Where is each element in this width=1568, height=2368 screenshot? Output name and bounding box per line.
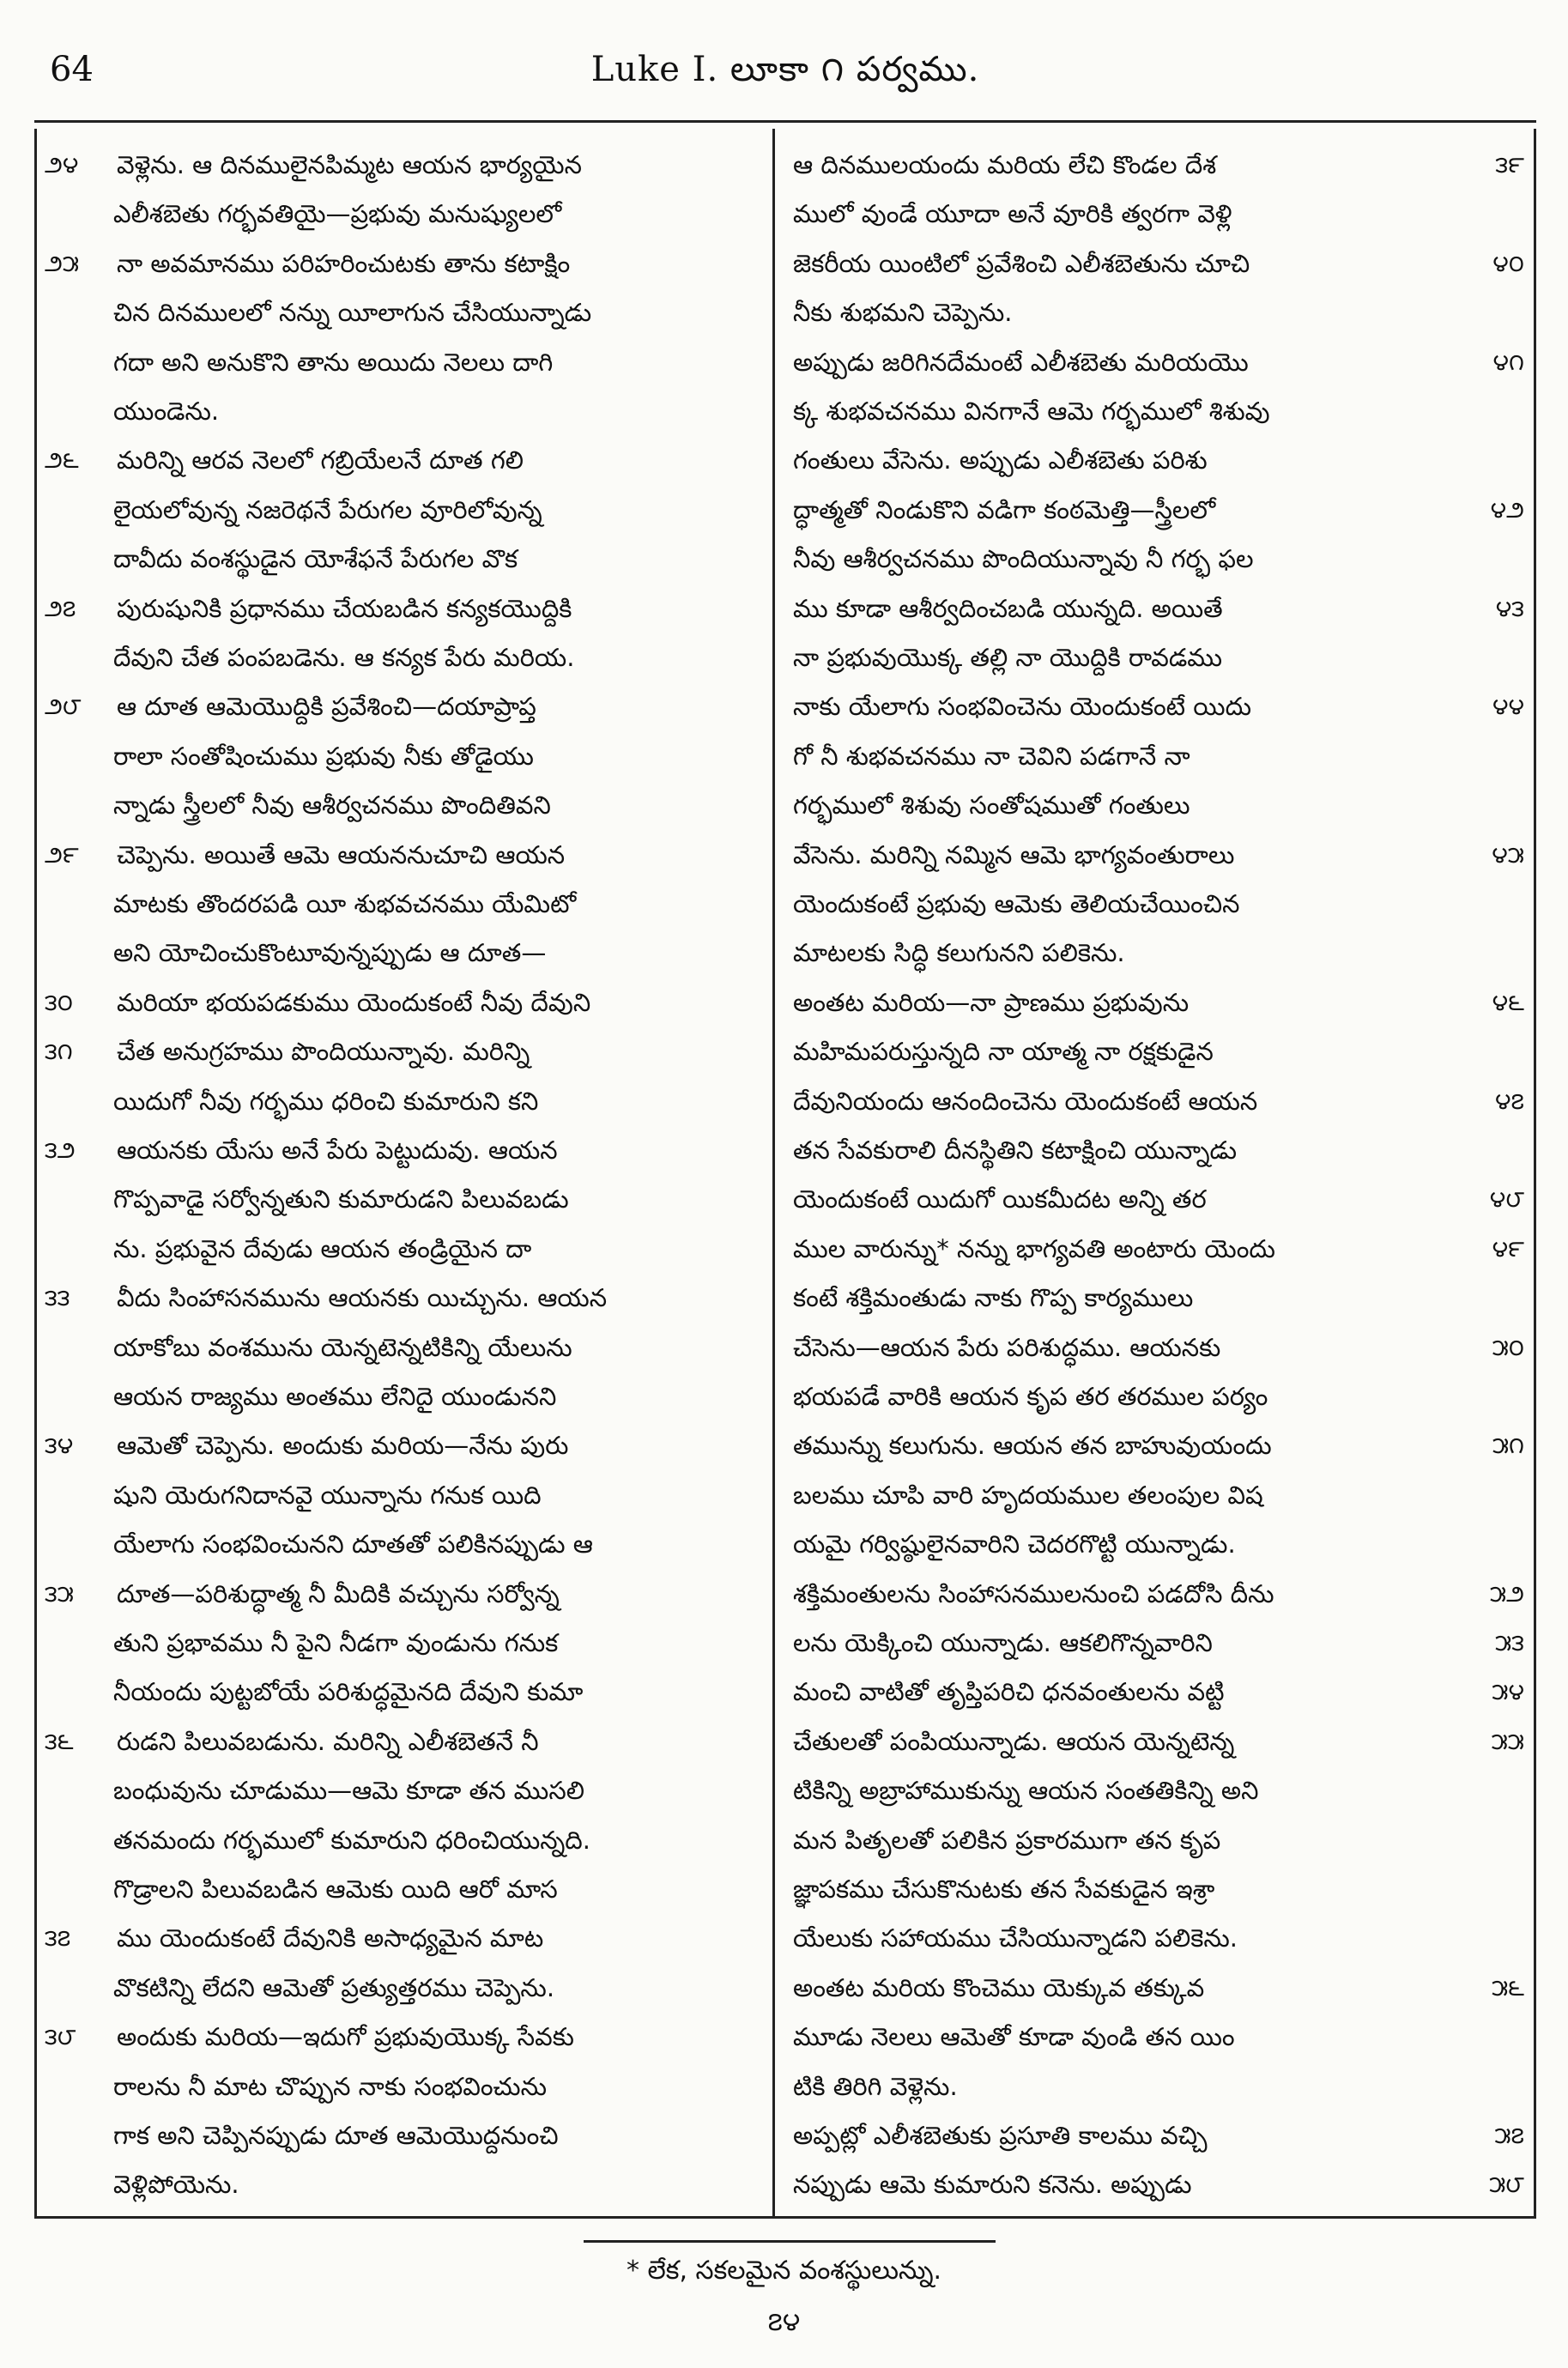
verse-text: మూడు నెలలు ఆమెతో కూడా వుండి తన యిం: [793, 2022, 1235, 2052]
verse-text: రాలను నీ మాట చొప్పున నాకు సంభవించును: [113, 2071, 547, 2101]
verse-text: ఆయనకు యేసు అనే పేరు పెట్టుదువు. ఆయన: [117, 1136, 558, 1165]
verse-text: యాకోబు వంశమును యెన్నటెన్నటికిన్ని యేలును: [113, 1332, 572, 1362]
verse-text: గంతులు వేసెను. అప్పుడు ఎలీశబెతు పరిశు: [793, 445, 1208, 475]
page-header: [34, 34, 1536, 112]
verse-number: ౪౩: [1495, 595, 1524, 622]
verse-text: టికి తిరిగి వెళ్లెను.: [793, 2071, 958, 2101]
verse-number: ౫౭: [1494, 2123, 1524, 2149]
verse-text: ఎలీశబెతు గర్భవతియై—ప్రభువు మనుష్యులలో: [113, 199, 562, 229]
verse-text: గాక అని చెప్పినప్పుడు దూత ఆమెయొద్దనుంచి: [113, 2121, 559, 2150]
verse-number: ౫౮: [1489, 2171, 1524, 2199]
verse-number: ౪౦: [1492, 250, 1524, 277]
verse-number: ౩౮: [45, 2024, 76, 2051]
verse-number: ౫౧: [1492, 1432, 1524, 1460]
left-column: [41, 137, 767, 2206]
verse-text: నీయందు పుట్టబోయే పరిశుద్ధమైనది దేవుని కుమా: [113, 1677, 584, 1707]
verse-text: మహిమపరుస్తున్నది నా యాత్మ నా రక్షకుడైన: [793, 1037, 1214, 1067]
verse-text: నప్పుడు ఆమె కుమారుని కనెను. అప్పుడు: [793, 2170, 1192, 2200]
verse-number: ౩౩: [45, 1285, 70, 1312]
running-head: Luke I. లూకా ౧ పర్వము.: [590, 50, 980, 89]
verse-text: దావీదు వంశస్థుడైన యోశేఫనే పేరుగల వొక: [113, 544, 518, 574]
verse-text: ఆ దూత ఆమెయొద్దికి ప్రవేశించి—దయాప్రాప్త: [117, 692, 536, 722]
verse-text: యిదుగో నీవు గర్భము ధరించి కుమారుని కని: [113, 1086, 539, 1116]
signature-mark: ౭౪: [767, 2307, 801, 2337]
verse-text: అప్పుడు జరిగినదేమంటే ఎలీశబెతు మరియయొ: [793, 347, 1249, 377]
verse-number: ౪౪: [1492, 693, 1524, 721]
verse-text: పురుషునికి ప్రధానము చేయబడిన కన్యకయొద్దికి: [117, 593, 572, 623]
footnote-rule: [584, 2240, 996, 2243]
verse-text: యెందుకంటే ప్రభువు ఆమెకు తెలియచేయించిన: [793, 889, 1240, 918]
verse-text: గొడ్రాలని పిలువబడిన ఆమెకు యిది ఆరో మాస: [113, 1874, 558, 1904]
verse-text: నీవు ఆశీర్వచనము పొందియున్నావు నీ గర్భ ఫల: [793, 544, 1254, 574]
verse-text: వీదు సింహాసనమును ఆయనకు యిచ్చును. ఆయన: [117, 1283, 608, 1313]
column-divider: [772, 129, 775, 2219]
verse-text: గదా అని అనుకొని తాను అయిదు నెలలు దాగి: [113, 347, 554, 377]
verse-text: చిన దినములలో నన్ను యీలాగున చేసియున్నాడు: [113, 298, 592, 328]
verse-number: ౫౪: [1492, 1679, 1524, 1706]
verse-text: నీకు శుభమని చెప్పెను.: [793, 298, 1013, 328]
verse-number: ౨౬: [45, 447, 79, 475]
verse-text: ఆ దినములయందు మరియ లేచి కొండల దేశ: [793, 150, 1217, 179]
verse-text: గర్భములో శిశువు సంతోషముతో గంతులు: [793, 790, 1190, 821]
verse-number: ౨౯: [45, 841, 79, 869]
left-column-line: [41, 2157, 767, 2219]
verse-text: శక్తిమంతులను సింహాసనములనుంచి పడదోసి దీను: [793, 1578, 1274, 1608]
verse-number: ౫౩: [1495, 1630, 1524, 1656]
verse-text: వెళ్లెను. ఆ దినములైనపిమ్మట ఆయన భార్యయైన: [117, 150, 582, 179]
right-column-line: [781, 2157, 1531, 2219]
verse-text: టికిన్ని అబ్రాహాముకున్ను ఆయన సంతతికిన్ని అని: [793, 1776, 1259, 1806]
verse-text: మరియా భయపడకుము యెందుకంటే నీవు దేవుని: [117, 987, 591, 1017]
verse-text: తమున్ను కలుగును. ఆయన తన బాహువుయందు: [793, 1431, 1272, 1461]
verse-number: ౫౨: [1489, 1580, 1524, 1608]
verse-number: ౩౯: [1495, 152, 1524, 179]
verse-number: ౪౨: [1490, 496, 1524, 524]
verse-text: రాలా సంతోషించుము ప్రభువు నీకు తోడైయు: [113, 741, 534, 771]
verse-text: జ్ఞాపకము చేసుకొనుటకు తన సేవకుడైన ఇశ్రా: [793, 1874, 1215, 1904]
verse-number: ౪౮: [1489, 1186, 1524, 1214]
verse-text: మన పితృలతో పలికిన ప్రకారముగా తన కృప: [793, 1825, 1221, 1855]
verse-text: జెకరీయ యింటిలో ప్రవేశించి ఎలీశబెతును చూచి: [793, 248, 1250, 278]
verse-text: క్క శుభవచనము వినగానే ఆమె గర్భములో శిశువు: [793, 397, 1270, 426]
verse-text: బంధువును చూడుము—ఆమె కూడా తన ముసలి: [113, 1776, 584, 1806]
verse-text: షుని యెరుగనిదానవై యున్నాను గనుక యిది: [113, 1480, 542, 1510]
verse-text: నాకు యేలాగు సంభవించెను యెందుకంటే యిదు: [793, 692, 1252, 722]
verse-text: మంచి వాటితో తృప్తిపరిచి ధనవంతులను వట్టి: [793, 1677, 1225, 1707]
verse-number: ౪౧: [1492, 348, 1524, 376]
verse-text: అంతట మరియ—నా ప్రాణము ప్రభువును: [793, 987, 1190, 1017]
verse-number: ౫౬: [1491, 1974, 1524, 2002]
verse-text: తనమందు గర్భములో కుమారుని ధరించియున్నది.: [113, 1825, 590, 1855]
verse-number: ౪౭: [1495, 1087, 1524, 1115]
verse-text: ద్ధాత్మతో నిండుకొని వడిగా కంఠమెత్తి—స్త్రీలలో: [793, 494, 1216, 524]
verse-text: అని యోచించుకొంటూవున్నప్పుడు ఆ దూత—: [113, 938, 547, 968]
verse-text: అందుకు మరియ—ఇదుగో ప్రభువుయొక్క సేవకు: [117, 2022, 574, 2052]
verse-number: ౩౭: [45, 1925, 71, 1953]
verse-text: వొకటిన్ని లేదని ఆమెతో ప్రత్యుత్తరము చెప్పెను.: [113, 1972, 555, 2002]
verse-text: చేతులతో పంపియున్నాడు. ఆయన యెన్నటెన్న: [793, 1726, 1235, 1756]
verse-text: తుని ప్రభావము నీ పైని నీడగా వుండును గనుక: [113, 1628, 559, 1657]
right-column: [781, 137, 1531, 2206]
verse-number: ౨౪: [45, 152, 79, 179]
verse-text: మాటలకు సిద్ధి కలుగునని పలికెను.: [793, 938, 1125, 968]
verse-number: ౨౭: [45, 595, 76, 622]
verse-number: ౩౪: [45, 1432, 74, 1460]
verse-number: ౫౦: [1492, 1334, 1524, 1361]
verse-text: యేలుకు సహాయము చేసియున్నాడని పలికెను.: [793, 1923, 1238, 1953]
verse-text: యమై గర్విష్ఠులైనవారిని చెదరగొట్టి యున్నాడు.: [793, 1529, 1236, 1559]
verse-number: ౩౦: [45, 989, 73, 1016]
verse-text: ము యెందుకంటే దేవునికి అసాధ్యమైన మాట: [117, 1923, 544, 1953]
verse-text: ము కూడా ఆశీర్వదించబడి యున్నది. అయితే: [793, 593, 1223, 623]
verse-text: మాటకు తొందరపడి యీ శుభవచనము యేమిటో: [113, 889, 577, 918]
verse-text: యేలాగు సంభవించునని దూతతో పలికినప్పుడు ఆ: [113, 1529, 593, 1559]
verse-text: రుడని పిలువబడును. మరిన్ని ఎలీశబెతనే నీ: [117, 1726, 539, 1756]
verse-text: న్నాడు స్త్రీలలో నీవు ఆశీర్వచనము పొందితివని: [113, 790, 551, 821]
verse-number: ౪౯: [1492, 1235, 1524, 1263]
verse-number: ౪౫: [1492, 841, 1524, 869]
verse-number: ౪౬: [1492, 989, 1524, 1016]
verse-text: బలము చూపి వారి హృదయముల తలంపుల విష: [793, 1480, 1263, 1510]
verse-number: ౩౬: [45, 1728, 74, 1755]
verse-text: యుండెను.: [113, 397, 220, 426]
verse-text: భయపడే వారికి ఆయన కృప తర తరముల పర్యం: [793, 1382, 1268, 1411]
footnote: * లేక, సకలమైన వంశస్థులున్ను.: [626, 2256, 942, 2286]
verse-text: ముల వారున్ను* నన్ను భాగ్యవతి అంటారు యెందు: [793, 1233, 1275, 1263]
verse-text: చెప్పెను. అయితే ఆమె ఆయననుచూచి ఆయన: [117, 839, 566, 869]
verse-number: ౨౫: [45, 250, 80, 277]
verse-text: నా ప్రభువుయొక్క తల్లి నా యొద్దికి రావడము: [793, 643, 1222, 672]
verse-text: ను. ప్రభువైన దేవుడు ఆయన తండ్రియైన దా: [113, 1233, 532, 1263]
verse-text: అప్పట్లో ఎలీశబెతుకు ప్రసూతి కాలము వచ్చి: [793, 2121, 1208, 2150]
verse-text: లను యెక్కించి యున్నాడు. ఆకలిగొన్నవారిని: [793, 1628, 1213, 1657]
verse-text: ఆమెతో చెప్పెను. అందుకు మరియ—నేను పురు: [117, 1431, 569, 1461]
verse-text: గొప్పవాడై సర్వోన్నతుని కుమారుడని పిలువబడు: [113, 1184, 569, 1214]
verse-text: ఆయన రాజ్యము అంతము లేనిదై యుండునని: [113, 1382, 557, 1411]
verse-text: నా అవమానము పరిహరించుటకు తాను కటాక్షిం: [117, 248, 571, 278]
verse-text: గో నీ శుభవచనము నా చెవిని పడగానే నా: [793, 741, 1190, 771]
verse-text: కంటే శక్తిమంతుడు నాకు గొప్ప కార్యములు: [793, 1283, 1194, 1313]
verse-text: చేత అనుగ్రహము పొందియున్నావు. మరిన్ని: [117, 1037, 530, 1067]
verse-number: ౨౮: [45, 693, 82, 721]
verse-number: ౫౫: [1491, 1728, 1524, 1755]
verse-text: యెందుకంటే యిదుగో యికమీదట అన్ని తర: [793, 1184, 1207, 1214]
verse-number: ౩౨: [45, 1137, 76, 1164]
header-rule: [34, 120, 1536, 123]
verse-text: దూత—పరిశుద్ధాత్మ నీ మీదికి వచ్చును సర్వోన్న: [117, 1578, 560, 1608]
verse-text: చేసెను—ఆయన పేరు పరిశుద్ధము. ఆయనకు: [793, 1332, 1221, 1362]
verse-text: లైయలోవున్న నజరెథనే పేరుగల వూరిలోవున్న: [113, 494, 542, 524]
verse-text: దేవునియందు ఆనందించెను యెందుకంటే ఆయన: [793, 1086, 1258, 1116]
verse-text: దేవుని చేత పంపబడెను. ఆ కన్యక పేరు మరియ.: [113, 643, 575, 672]
verse-text: వెళ్లిపోయెను.: [113, 2170, 239, 2200]
verse-text: వేసెను. మరిన్ని నమ్మిన ఆమె భాగ్యవంతురాలు: [793, 839, 1235, 869]
verse-text: ములో వుండే యూదా అనే వూరికి త్వరగా వెళ్లి: [793, 199, 1232, 229]
verse-number: ౩౧: [45, 1039, 73, 1066]
verse-text: తన సేవకురాలి దీనస్థితిని కటాక్షించి యున్నాడు: [793, 1136, 1238, 1165]
page-number: 64: [50, 50, 94, 89]
verse-text: అంతట మరియ కొంచెము యెక్కువ తక్కువ: [793, 1972, 1205, 2002]
verse-text: మరిన్ని ఆరవ నెలలో గబ్రియేలనే దూత గలి: [117, 445, 524, 475]
verse-number: ౩౫: [45, 1580, 74, 1608]
